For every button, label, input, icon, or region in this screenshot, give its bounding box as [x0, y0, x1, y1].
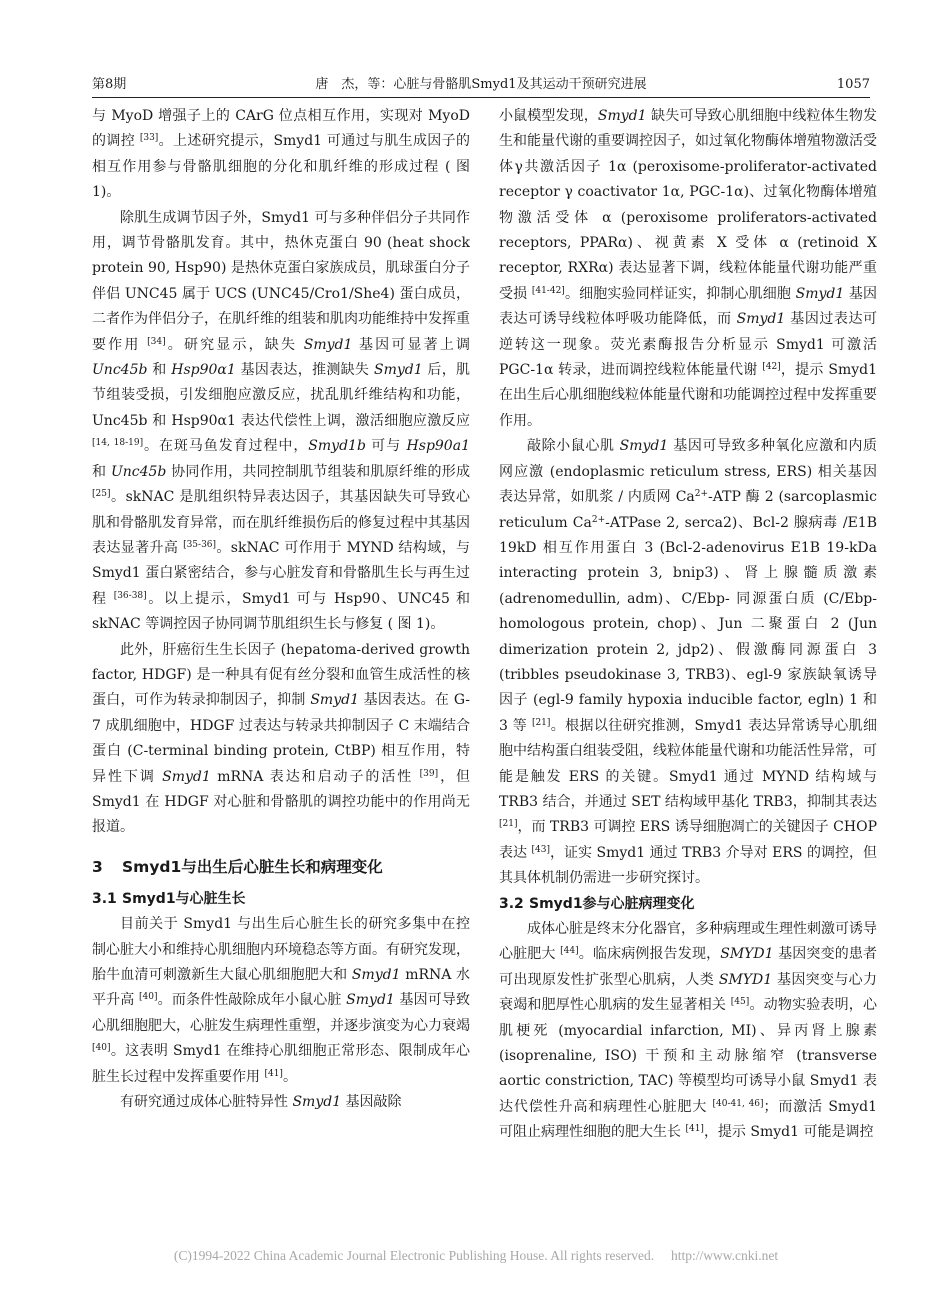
citation: [43] [531, 844, 550, 855]
running-header [92, 74, 870, 96]
citation: [40-41, 46] [712, 1098, 764, 1109]
gene-name: Unc45b [110, 463, 167, 480]
superscript: 2+ [694, 489, 709, 500]
citation: [34] [147, 336, 166, 347]
superscript: 2+ [591, 514, 606, 525]
section-heading: 3 Smyd1与出生后心脏生长和病理变化 [92, 857, 383, 876]
citation: [14, 18-19] [92, 438, 144, 449]
gene-name: SMYD1 [718, 971, 773, 988]
gene-name: Smyd1 [162, 768, 211, 785]
citation: [40] [92, 1043, 111, 1054]
gene-name: Smyd1 [292, 1094, 342, 1111]
citation: [21] [499, 819, 518, 830]
gene-name: Smyd1 [619, 438, 669, 455]
gene-name: SMYD1 [720, 946, 774, 963]
issue-number: 第8期 [92, 77, 127, 92]
header-rule [92, 97, 870, 98]
citation: [40] [139, 992, 158, 1003]
gene-name: Smyd1b [308, 438, 366, 455]
paragraph: 此外，肝癌衍生生长因子 (hepatoma-derived growth factor, HDGF) 是一种具有促有丝分裂和血管生成活性的核蛋白，可作为转录抑制因子，抑制 Smyd1 基因表达。在 G-7 成肌细胞中，HDGF 过表达与转录共抑制因子 C 末端结合蛋白 (C-terminal binding protein, CtBP) 相互作用，特异性下调 Smyd1 mRNA 表达和启动子的活性 [39]，但 Smyd1 在 HDGF 对心脏和骨骼肌的调控功能中的作用尚无报道。 [92, 641, 470, 836]
paragraph: 成体心脏是终末分化器官，多种病理或生理性刺激可诱导心脏肥大 [44]。临床病例报告发现，SMYD1 基因突变的患者可出现原发性扩张型心肌病，人类 SMYD1 基因突变与心力衰竭和肥厚性心肌病的发生显著相关 [45]。动物实验表明，心肌梗死 (myocardial infarction, MI)、异丙肾上腺素 (isoprenaline, ISO) 干预和主动脉缩窄 (transverse aortic constriction, TAC) 等模型均可诱导小鼠 Smyd1 表达代偿性升高和病理性心脏肥大 [40-41, 46]；而激活 Smyd1 可阻止病理性细胞的肥大生长 [41]，提示 Smyd1 可能是调控 [499, 921, 877, 1141]
gene-name: Smyd1 [310, 692, 359, 709]
subsection-heading: 3.2 Smyd1参与心脏病理变化 [499, 895, 695, 912]
citation: [41] [264, 1068, 283, 1079]
subsection-heading: 3.1 Smyd1与心脏生长 [92, 890, 246, 907]
copyright-footer: (C)1994-2022 China Academic Journal Electronic Publishing House. All rights reserved. http://www.cnki.net [173, 1248, 779, 1263]
gene-name: Smyd1 [303, 336, 353, 353]
citation: [21] [531, 717, 551, 728]
gene-name: Smyd1 [351, 967, 401, 983]
gene-name: Smyd1 [597, 108, 647, 124]
paragraph: 有研究通过成体心脏特异性 Smyd1 基因敲除 [120, 1094, 402, 1111]
gene-name: Unc45b [92, 362, 148, 379]
paragraph: 与 MyoD 增强子上的 CArG 位点相互作用，实现对 MyoD 的调控 [33]。上述研究提示，Smyd1 可通过与肌生成因子的相互作用参与骨骼肌细胞的分化和肌纤维的形成过程 ( 图 1)。 [92, 108, 470, 201]
citation: [33] [139, 133, 159, 144]
citation: [41-42] [531, 285, 565, 296]
citation: [41] [685, 1124, 704, 1135]
paragraph: 除肌生成调节因子外，Smyd1 可与多种伴侣分子共同作用，调节骨骼肌发育。其中，热休克蛋白 90 (heat shock protein 90, Hsp90) 是热休克蛋白家族成员，肌球蛋白分子伴侣 UNC45 属于 UCS (UNC45/Cro1/She4) 蛋白成员，二者作为伴侣分子，在肌纤维的组装和肌肉功能维持中发挥重要作用 [34]。研究显示，缺失 Smyd1 基因可显著上调 Unc45b 和 Hsp90α1 基因表达，推测缺失 Smyd1 后，肌节组装受损，引发细胞应激反应，扰乱肌纤维结构和功能，Unc45b 和 Hsp90α1 表达代偿性上调，激活细胞应激反应 [14, 18-19]。在斑马鱼发育过程中，Smyd1b 可与 Hsp90a1 和 Unc45b 协同作用，共同控制肌节组装和肌原纤维的形成 [25]。skNAC 是肌组织特异表达因子，其基因缺失可导致心肌和骨骼肌发育异常，而在肌纤维损伤后的修复过程中其基因表达显著升高 [35-36]。skNAC 可作用于 MYND 结构域，与 Smyd1 蛋白紧密结合，参与心脏发育和骨骼肌生长与再生过程 [36-38]。以上提示，Smyd1 可与 Hsp90、UNC45 和 skNAC 等调控因子协同调节肌组织生长与修复 ( 图 1)。 [92, 209, 470, 633]
left-column [92, 104, 470, 1216]
citation: [36-38] [113, 590, 147, 601]
gene-name: Hsp90α1 [171, 362, 236, 379]
gene-name: Smyd1 [374, 362, 423, 379]
citation: [25] [92, 489, 111, 500]
running-title: 唐 杰，等：心脏与骨骼肌Smyd1及其运动干预研究进展 [315, 77, 647, 92]
citation: [42] [762, 362, 781, 373]
right-column [499, 104, 877, 1216]
citation: [39] [419, 768, 439, 779]
gene-name: Hsp90a1 [406, 438, 470, 455]
paragraph: 小鼠模型发现，Smyd1 缺失可导致心肌细胞中线粒体生物发生和能量代谢的重要调控因子，如过氧化物酶体增殖物激活受体γ共激活因子 1α (peroxisome-proliferator-activated receptor γ coactivator 1α, PGC-1α)、过氧化物酶体增殖物激活受体 α (peroxisome proliferators-activated receptors, PPARα)、视黄素 X 受体 α (retinoid X receptor, RXRα) 表达显著下调，线粒体能量代谢功能严重受损 [41-42]。细胞实验同样证实，抑制心肌细胞 Smyd1 基因表达可诱导线粒体呼吸功能降低，而 Smyd1 基因过表达可逆转这一现象。荧光素酶报告分析显示 Smyd1 可激活 PGC-1α 转录，进而调控线粒体能量代谢 [42]，提示 Smyd1 在出生后心肌细胞线粒体能量代谢和功能调控过程中发挥重要作用。 [499, 108, 877, 429]
paragraph: 敲除小鼠心肌 Smyd1 基因可导致多种氧化应激和内质网应激 (endoplasmic reticulum stress, ERS) 相关基因表达异常，如肌浆 / 内质网 $Ca^{2+}$-ATP 酶 2 (sarcoplasmic reticulum $Ca^{2+}$-ATPase 2, serca2)、Bcl-2 腺病毒 /E1B 19kD 相互作用蛋白 3 (Bcl-2-adenovirus E1B 19-kDa interacting protein 3, bnip3)、肾上腺髓质激素 (adrenomedullin, adm)、C/Ebp- 同源蛋白质 (C/Ebp-homologous protein, chop)、Jun 二聚蛋白 2 (Jun dimerization protein 2, jdp2)、假激酶同源蛋白 3 (tribbles pseudokinase 3, TRB3)、egl-9 家族缺氧诱导因子 (egl-9 family hypoxia inducible factor, egln) 1 和 3 等 [21]。根据以往研究推测，Smyd1 表达异常诱导心肌细胞中结构蛋白组装受阻，线粒体能量代谢和功能活性异常，可能是触发 ERS 的关键。Smyd1 通过 MYND 结构域与 TRB3 结合，并通过 SET 结构域甲基化 TRB3，抑制其表达 [21]，而 TRB3 可调控 ERS 诱导细胞凋亡的关键因子 CHOP 表达 [43]，证实 Smyd1 通过 TRB3 介导对 ERS 的调控，但其具体机制仍需进一步研究探讨。 [499, 438, 877, 887]
citation: [44] [560, 946, 579, 957]
gene-name: Smyd1 [736, 311, 786, 328]
page-number: 1057 [836, 77, 870, 92]
citation: [45] [730, 997, 750, 1008]
citation: [35-36] [183, 539, 217, 550]
gene-name: Smyd1 [795, 285, 845, 302]
gene-name: Smyd1 [346, 992, 395, 1009]
paragraph: 目前关于 Smyd1 与出生后心脏生长的研究多集中在控制心脏大小和维持心肌细胞内环境稳态等方面。有研究发现，胎牛血清可刺激新生大鼠心肌细胞肥大和 Smyd1 mRNA 水平升高 [40]。而条件性敲除成年小鼠心脏 Smyd1 基因可导致心肌细胞肥大，心脏发生病理性重塑，并逐步演变为心力衰竭 [40]。这表明 Smyd1 在维持心肌细胞正常形态、限制成年心脏生长过程中发挥重要作用 [41]。 [92, 916, 470, 1085]
